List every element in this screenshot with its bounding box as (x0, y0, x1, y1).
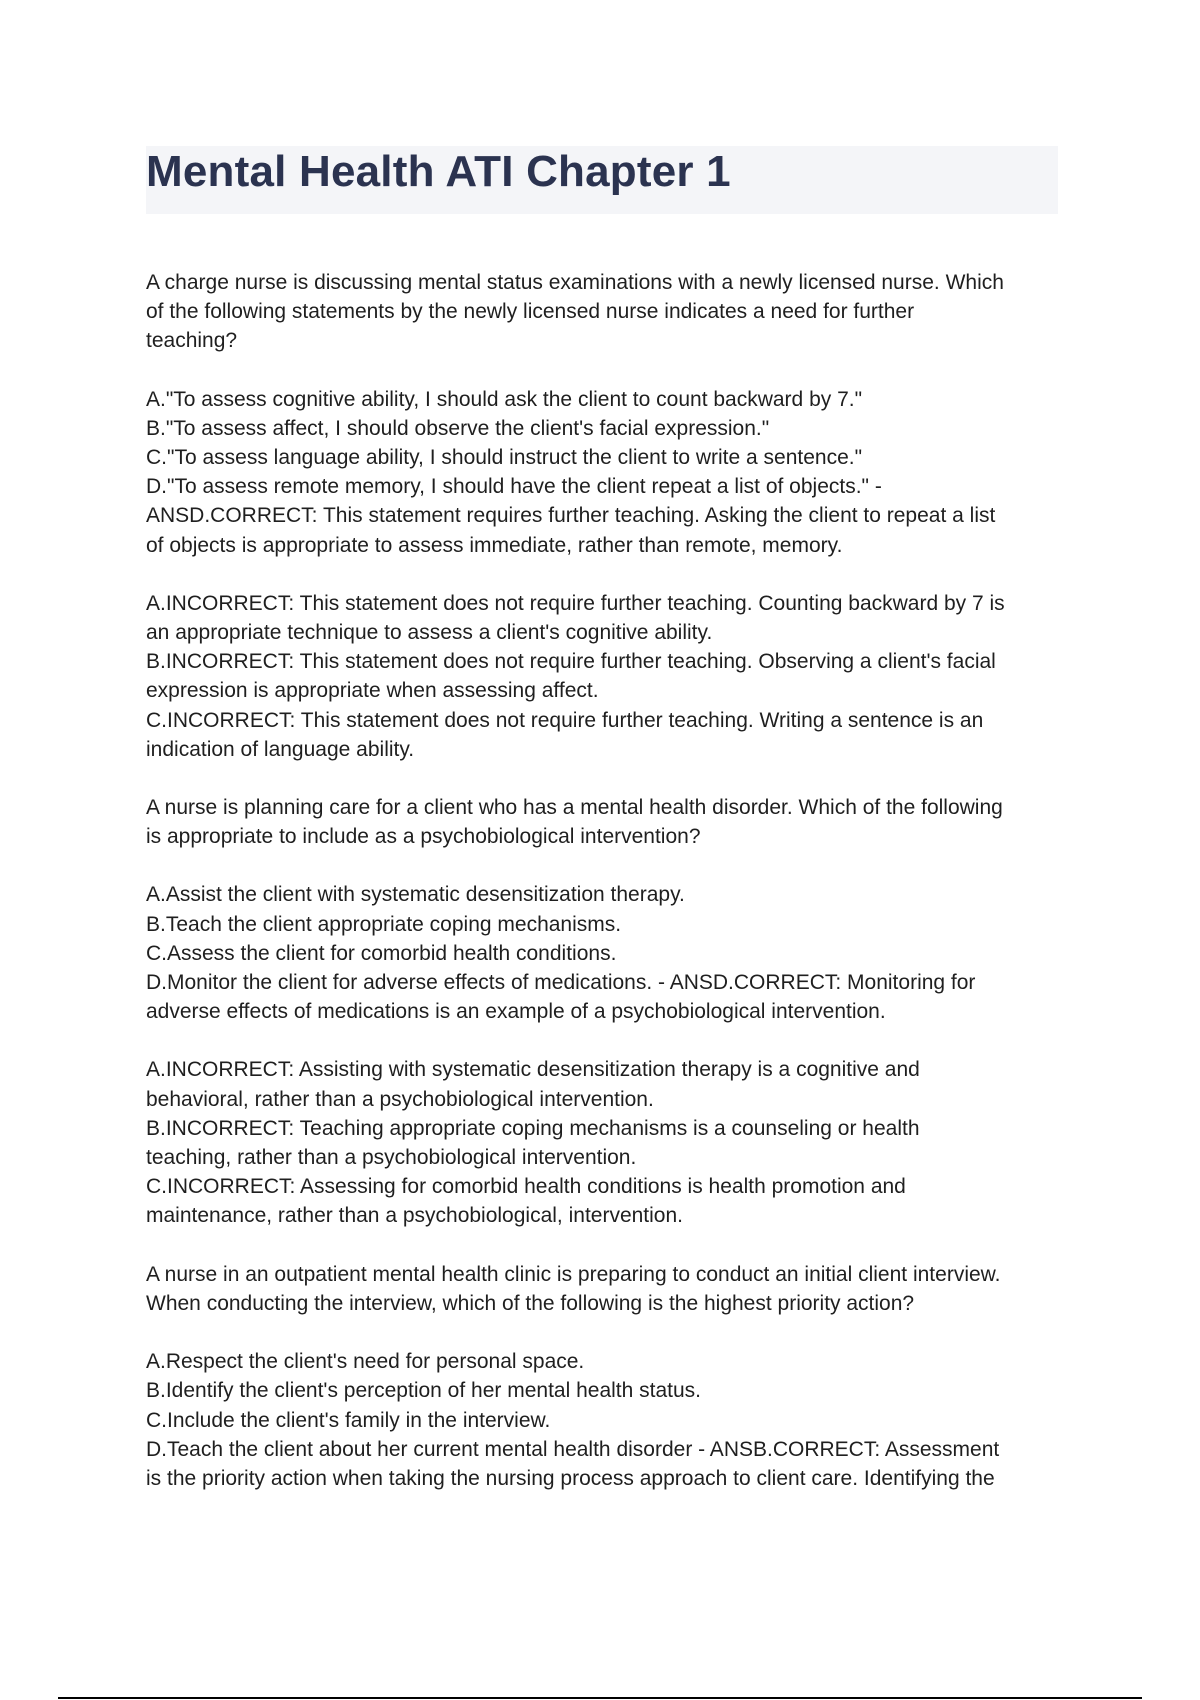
question-1-rationales (146, 589, 1066, 764)
rationale-line: B.INCORRECT: Teaching appropriate coping mechanisms is a counseling or health (146, 1116, 920, 1140)
option-a: A.Assist the client with systematic desensitization therapy. (146, 883, 685, 907)
option-a: A.Respect the client's need for personal space. (146, 1350, 585, 1374)
answer-explanation: of objects is appropriate to assess immediate, rather than remote, memory. (146, 533, 843, 557)
text-line: teaching? (146, 329, 238, 353)
text-line: When conducting the interview, which of the following is the highest priority action? (146, 1291, 915, 1315)
question-1-options (146, 385, 1066, 560)
rationale-line: C.INCORRECT: This statement does not require further teaching. Writing a sentence is an (146, 708, 984, 732)
answer-explanation: ANSD.CORRECT: This statement requires further teaching. Asking the client to repeat a list (146, 504, 996, 528)
rationale-line: teaching, rather than a psychobiological intervention. (146, 1146, 637, 1170)
answer-explanation: is the priority action when taking the nursing process approach to client care. Identifying the (146, 1466, 995, 1490)
option-c: C."To assess language ability, I should instruct the client to write a sentence." (146, 446, 863, 470)
rationale-line: maintenance, rather than a psychobiological, intervention. (146, 1204, 683, 1228)
option-b: B.Teach the client appropriate coping mechanisms. (146, 912, 622, 936)
question-2-stem (146, 793, 1066, 851)
rationale-line: an appropriate technique to assess a client's cognitive ability. (146, 621, 713, 645)
option-b: B."To assess affect, I should observe the client's facial expression." (146, 416, 770, 440)
question-2-options (146, 880, 1066, 1026)
option-d: D.Monitor the client for adverse effects of medications. - ANSD.CORRECT: Monitoring for (146, 971, 976, 995)
document-body (146, 268, 1066, 1522)
rationale-line: B.INCORRECT: This statement does not require further teaching. Observing a client's facial (146, 650, 996, 674)
text-line: A charge nurse is discussing mental status examinations with a newly licensed nurse. Which (146, 271, 1004, 294)
rationale-line: expression is appropriate when assessing affect. (146, 679, 599, 703)
answer-explanation: adverse effects of medications is an example of a psychobiological intervention. (146, 1000, 886, 1024)
option-d: D."To assess remote memory, I should have the client repeat a list of objects." - (146, 475, 882, 499)
option-b: B.Identify the client's perception of her mental health status. (146, 1379, 701, 1403)
text-line: A nurse is planning care for a client who has a mental health disorder. Which of the following (146, 796, 1003, 820)
option-a: A."To assess cognitive ability, I should ask the client to count backward by 7." (146, 387, 863, 411)
question-3-options (146, 1347, 1066, 1493)
text-line: is appropriate to include as a psychobiological intervention? (146, 825, 701, 849)
text-line: A nurse in an outpatient mental health clinic is preparing to conduct an initial client interview. (146, 1262, 1001, 1286)
footer-rule (58, 1697, 1142, 1699)
option-d: D.Teach the client about her current mental health disorder - ANSB.CORRECT: Assessment (146, 1437, 1000, 1461)
rationale-line: A.INCORRECT: Assisting with systematic desensitization therapy is a cognitive and (146, 1058, 920, 1082)
rationale-line: indication of language ability. (146, 737, 415, 761)
question-2-rationales (146, 1055, 1066, 1230)
option-c: C.Assess the client for comorbid health conditions. (146, 941, 617, 965)
rationale-line: A.INCORRECT: This statement does not require further teaching. Counting backward by 7 is (146, 591, 1005, 615)
option-c: C.Include the client's family in the interview. (146, 1408, 551, 1432)
question-1-stem (146, 268, 1066, 356)
text-line: of the following statements by the newly licensed nurse indicates a need for further (146, 300, 915, 324)
question-3-stem (146, 1260, 1066, 1318)
rationale-line: behavioral, rather than a psychobiological intervention. (146, 1087, 654, 1111)
page-title: Mental Health ATI Chapter 1 (146, 147, 731, 196)
rationale-line: C.INCORRECT: Assessing for comorbid health conditions is health promotion and (146, 1175, 906, 1199)
